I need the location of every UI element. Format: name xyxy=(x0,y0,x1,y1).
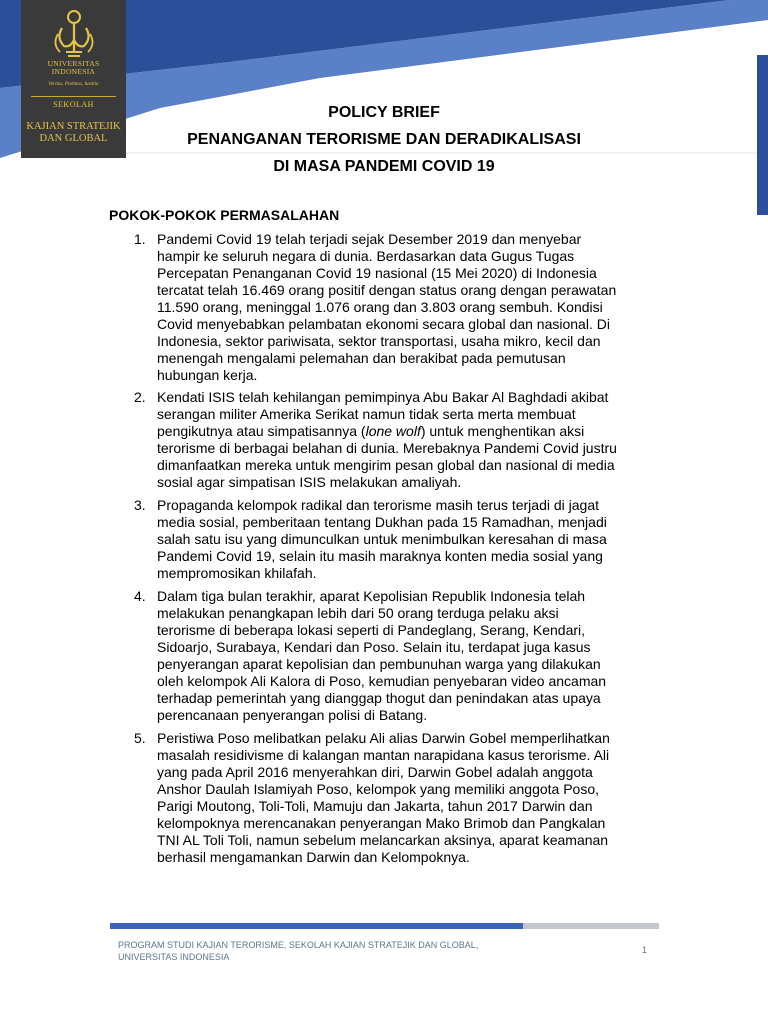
school-name: KAJIAN STRATEJIK DAN GLOBAL xyxy=(26,121,121,144)
list-number: 5. xyxy=(134,730,146,746)
document-title-line-2: PENANGANAN TERORISME DAN DERADIKALISASI xyxy=(187,131,581,148)
footer-bar-blue xyxy=(110,923,523,929)
footer-text: PROGRAM STUDI KAJIAN TERORISME, SEKOLAH KAJIAN STRATEJIK DAN GLOBAL, UNIVERSITAS INDONESIA xyxy=(118,940,479,962)
university-name: UNIVERSITAS INDONESIA xyxy=(47,59,100,76)
list-item-text: Peristiwa Poso melibatkan pelaku Ali alias Darwin Gobel memperlihatkan masalah residivisme di kalangan mantan narapidana kasus terorisme. Ali yang pada April 2016 menyerahkan diri, Darwin Gobel adalah anggota Anshor Daulah Islamiyah Poso, kelompok yang memiliki anggota Poso, Parigi Moutong, Toli-Toli, Mamuju dan Jakarta, tahun 2017 Darwin dan kelompoknya merencanakan penyerangan Mako Brimob dan Pangkalan TNI AL Toli Toli, namun sebelum melancarkan aksinya, aparat keamanan berhasil mengamankan Darwin dan Kelompoknya. xyxy=(157,730,610,865)
page-number: 1 xyxy=(642,945,648,955)
school-label: SEKOLAH xyxy=(53,100,94,109)
makara-logo-icon xyxy=(48,8,100,58)
document-title-line-3: DI MASA PANDEMI COVID 19 xyxy=(273,158,495,175)
list-item-text: Kendati ISIS telah kehilangan pemimpinya Abu Bakar Al Baghdadi akibat serangan militer Amerika Serikat namun tidak serta merta membuat pengikutnya atau simpatisannya (lone wolf) untuk menghentikan aksi terorisme di berbagai belahan di dunia. Merebaknya Pandemi Covid justru dimanfaatkan mereka untuk mengirim pesan global dan nasional di media sosial agar simpatisan ISIS melakukan amaliyah. xyxy=(157,389,617,490)
section-heading: POKOK-POKOK PERMASALAHAN xyxy=(109,207,340,223)
footer-bar-grey xyxy=(523,923,659,929)
badge-divider xyxy=(31,96,116,97)
list-item-text: Dalam tiga bulan terakhir, aparat Kepolisian Republik Indonesia telah melakukan penangkapan lebih dari 50 orang terduga pelaku aksi terorisme di beberapa lokasi seperti di Pandeglang, Serang, Kendari, Sidoarjo, Surabaya, Kendari dan Poso. Selain itu, terdapat juga kasus penyerangan aparat kepolisian dan pembunuhan warga yang dilakukan oleh kelompok Ali Kalora di Poso, kemudian penyebaran video ancaman terhadap pemerintah yang dianggap thogut dan penindakan atas upaya perencanaan penyerangan polisi di Batang. xyxy=(157,588,607,723)
list-number: 3. xyxy=(134,497,146,513)
university-motto: Veritas, Probitas, Iustitia xyxy=(48,82,99,87)
list-item-text: Pandemi Covid 19 telah terjadi sejak Desember 2019 dan menyebar hampir ke seluruh negara di dunia. Berdasarkan data Gugus Tugas Percepatan Penanganan Covid 19 nasional (15 Mei 2020) di Indonesia tercatat telah 16.469 orang positif dengan status orang dengan perawatan 11.590 orang, meninggal 1.076 orang dan 3.803 orang sembuh. Kondisi Covid menyebabkan pelambatan ekonomi secara global dan nasional. Di Indonesia, sektor pariwisata, sektor transportasi, usaha mikro, kecil dan menengah mengalami pelemahan dan berakibat pada pemutusan hubungan kerja. xyxy=(157,231,617,383)
list-number: 1. xyxy=(134,231,146,247)
list-item-text: Propaganda kelompok radikal dan terorisme masih terus terjadi di jagat media sosial, pemberitaan tentang Dukhan pada 15 Ramadhan, menjadi salah satu isu yang dimunculkan untuk menimbulkan keresahan di masa Pandemi Covid 19, selain itu masih maraknya konten media sosial yang mempromosikan khilafah. xyxy=(157,497,607,581)
document-title-line-1: POLICY BRIEF xyxy=(328,104,440,121)
list-number: 4. xyxy=(134,588,146,604)
list-number: 2. xyxy=(134,389,146,405)
